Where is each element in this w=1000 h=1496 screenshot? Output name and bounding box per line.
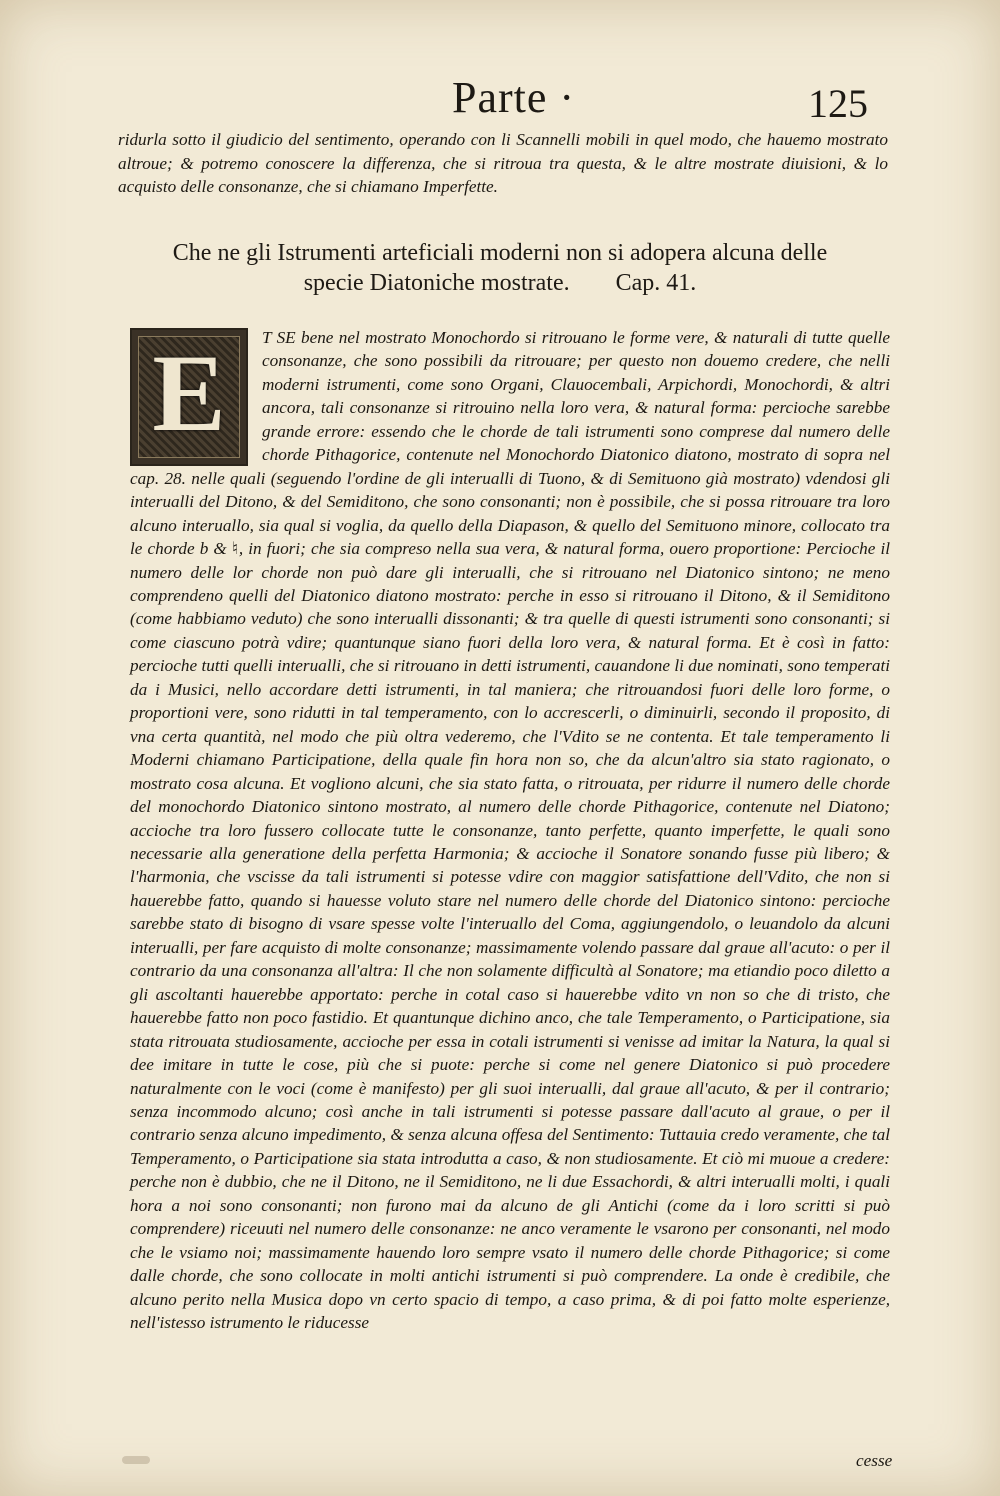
decorated-initial — [130, 328, 248, 466]
chapter-heading-line-1: Che ne gli Istrumenti arteficiali moderni non si adopera alcuna delle — [172, 240, 828, 266]
running-head-title: Parte · — [452, 73, 576, 122]
opening-paragraph: ridurla sotto il giudicio del sentimento, operando con li Scannelli mobili in quel modo, che hauemo mostrato altroue; & potremo conoscere la differenza, che si ritroua tra questa, & le altre mostrate diuisioni, & lo acquisto delle consonanze, che si chiamano Imperfette. — [118, 130, 888, 196]
running-head — [0, 70, 1000, 130]
chapter-heading — [150, 238, 850, 298]
main-text-block — [130, 326, 890, 1334]
body-text: T SE bene nel mostrato Monochordo si ritrouano le forme vere, & naturali di tutte quelle consonanze, che sono possibili da ritrouare; per questo non douemo credere, che nelli moderni istrumenti, come sono Organi, Clauocembali, Arpichordi, Monochordi, & altri ancora, tali consonanze si ritrouino nella loro vera, & natural forma: percioche sarebbe grande errore: essendo che le chorde de tali istrumenti sono comprese dal numero delle chorde Pithagorice, contenute nel Monochordo Diatonico diatono, mostrato di sopra nel cap. 28. nelle quali (seguendo l'ordine de gli interualli di Tuono, & di Semituono già mostrato) vdendosi gli interualli del Ditono, & del Semiditono, che sono consonanti; non è possibile, che si possa ritrouare tra loro alcuno interuallo, sia qual si voglia, da quello della Diapason, & quello del Semituono minore, collocato tra le chorde b & ♮, in fuori; che sia compreso nella sua vera, & natural forma, ouero proportione: Percioche il numero delle lor chorde non può dare gli interualli, che si ritrouano nel Diatonico sintono; ne meno comprendeno quelli del Diatonico diatono mostrato: perche in esso si ritrouano il Ditono, & il Semiditono (come habbiamo veduto) che sono interualli dissonanti; & tra quelle di questi istrumenti sono consonanti; si come ciascuno potrà vdire; quantunque siano fuori della loro vera, & natural forma. Et è così in fatto: percioche tutti quelli interualli, che si ritrouano in detti istrumenti, cauandone li due nominati, sono temperati da i Musici, nello accordare detti istrumenti, in tal maniera; che ritrouandosi fuori delle loro forme, o proportioni vere, sono ridutti in tal temperamento, con lo accrescerli, o diminuirli, secondo il proposito, di vna certa quantità, nel modo che più oltra vederemo, che l'Vdito se ne contenta. Et tale temperamento li Moderni chiamano Participatione, della quale fin hora non so, che da alcun'altro sia stato ragionato, o mostrato cosa alcuna. Et vogliono alcuni, che sia stato fatta, o ritrouata, per ridurre il numero delle chorde del monochordo Diatonico sintono mostrato, al numero delle chorde Pithagorice, contenute nel Diatono; accioche tra loro fussero collocate tutte le consonanze, tanto perfette, quanto imperfette, le quali sono necessarie alla generatione della perfetta Harmonia; & accioche il Sonatore sonando fusse più libero; & l'harmonia, che vscisse da tali istrumenti si potesse vdire con maggior satisfattione dell'Vdito, che non si hauerebbe fatto, quando si hauesse voluto stare nel numero delle chorde del Diatonico sintono: percioche sarebbe stato di bisogno di vsare spesse volte l'interuallo del Coma, aggiungendolo, o leuandolo da alcuni interualli, per fare acquisto di molte consonanze; massimamente volendo passare dal graue all'acuto: o per il contrario da una consonanza all'altra: Il che non solamente difficultà al Sonatore; ma etiandio poco diletto a gli ascoltanti hauerebbe apportato: perche in cotal caso si hauerebbe vdito vn non so che di tristo, che hauerebbe fatto non poco fastidio. Et quantunque dichino anco, che tale Temperamento, o Participatione, sia stata ritrouata studiosamente, accioche per essa in cotali istrumenti si venisse ad imitar la Natura, la qual si dee imitare in tutte le cose, più che si puote: perche si come nel genere Diatonico si può procedere naturalmente con le voci (come è manifesto) per gli suoi interualli, dal graue all'acuto, & per il contrario; senza incommodo alcuno; così anche in tali istrumenti si potesse passare dall'acuto al graue, o per il contrario senza alcuno impedimento, & senza alcuna offesa del Sentimento: Tuttauia credo veramente, che tal Temperamento, o Participatione sia stata introdutta a caso, & non studiosamente. Et ciò mi muoue a credere: perche non è dubbio, che ne il Ditono, ne il Semiditono, ne li due Essachordi, & altri interualli molti, i quali hora a noi sono consonanti; non furono mai da alcuno de gli Antichi (come da i loro scritti si può comprendere) riceuuti nel numero delle consonanze: ne anco veramente le vsarono per consonanti, nel modo che le vsiamo noi; massimamente hauendo loro sempre vsato il numero delle chorde Pithagorice; si come dalle chorde, che sono collocate in molti antichi istrumenti si può comprendere. La onde è credibile, che alcuno perito nella Musica dopo vn certo spacio di tempo, a caso prima, & di poi fatto molte esperienze, nell'istesso istrumento le riducesse — [130, 328, 890, 1333]
page-number: 125 — [808, 81, 868, 126]
catchword: cesse — [856, 1451, 893, 1470]
initial-letter: E — [152, 332, 226, 454]
chapter-heading-line-2-wrap — [150, 268, 850, 298]
chapter-number: Cap. 41. — [615, 270, 697, 296]
chapter-heading-line-2: specie Diatoniche mostrate. — [303, 270, 570, 296]
ink-smudge — [122, 1456, 150, 1464]
